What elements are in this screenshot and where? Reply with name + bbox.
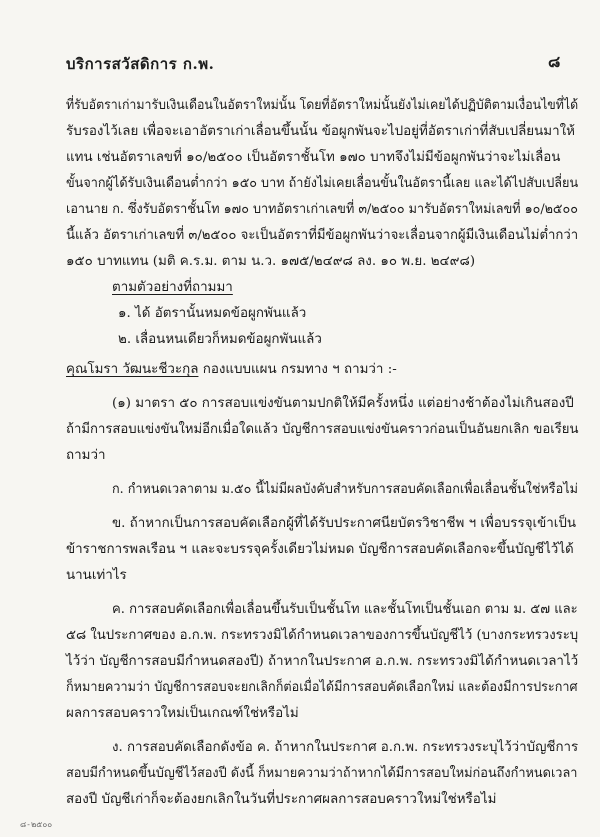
intro-line: ที่รับอัตราเก่ามารับเงินเดือนในอัตราใหม่นั้น โดยที่อัตราใหม่นั้นยังไม่เคยได้ปฏิบัติตามเงื่อนไขที่ได้ — [66, 98, 579, 113]
sub-question-c: ก็หมายความว่า บัญชีการสอบจะยกเลิกก็ต่อเมื่อได้มีการสอบคัดเลือกใหม่ และต้องมีการประกาศ — [66, 680, 578, 695]
intro-line: รับรองไว้เลย เพื่อจะเอาอัตราเก่าเลื่อนขึ้นนั้น ข้อผูกพันจะไปอยู่ที่อัตราเก่าที่สับเปลี่ยนมาให้ — [66, 124, 575, 139]
intro-line: ขั้นจากผู้ได้รับเงินเดือนต่ำกว่า ๑๕๐ บาท ถ้ายังไม่เคยเลื่อนขั้นในอัตรานี้เลย และได้ไปสับเปลี่ยน — [66, 176, 579, 191]
question-heading-rest: กองแบบแผน กรมทาง ฯ ถามว่า :- — [198, 362, 397, 377]
question-line: (๑) มาตรา ๕๐ การสอบแข่งขันตามปกติให้มีครั้งหนึ่ง แต่อย่างช้าต้องไม่เกินสองปี — [112, 396, 574, 411]
sub-question-d: สอบมีกำหนดขึ้นบัญชีไว้สองปี ดังนี้ ก็หมายความว่าถ้าหากได้มีการสอบใหม่ก่อนถึงกำหนดเวลา — [66, 766, 578, 781]
question-heading — [66, 360, 397, 380]
questioner-name: คุณโมรา วัฒนะชีวะกุล — [66, 362, 199, 377]
header-title: บริการสวัสดิการ ก.พ. — [66, 55, 215, 73]
page-number: ๘ — [548, 52, 561, 71]
question-line: ถ้ามีการสอบแข่งขันใหม่อีกเมื่อใดแล้ว บัญชีการสอบแข่งขันคราวก่อนเป็นอันยกเลิก ขอเรียน — [66, 422, 579, 437]
sub-question-b: ข. ถ้าหากเป็นการสอบคัดเลือกผู้ที่ได้รับประกาศนียบัตรวิชาชีพ ฯ เพื่อบรรจุเข้าเป็น — [112, 516, 577, 531]
intro-line: นี้แล้ว อัตราเก่าเลขที่ ๓/๒๕๐๐ จะเป็นอัตราที่มีข้อผูกพันว่าจะเลื่อนจากผู้มีเงินเดือนไม่ต่ำกว่า — [66, 228, 579, 243]
sub-question-b: นานเท่าไร — [66, 568, 127, 583]
intro-line: เอานาย ก. ซึ่งรับอัตราชั้นโท ๑๗๐ บาทอัตราเก่าเลขที่ ๓/๒๕๐๐ มารับอัตราใหม่เลขที่ ๑๐/๒๕๐๐ — [66, 202, 578, 217]
example-item: ๒. เลื่อนหนเดียวก็หมดข้อผูกพันแล้ว — [118, 332, 322, 347]
footer-mark: ๘-๒๕๐๐ — [20, 820, 53, 829]
intro-line: แทน เช่นอัตราเลขที่ ๑๐/๒๕๐๐ เป็นอัตราชั้นโท ๑๗๐ บาทจึงไม่มีข้อผูกพันว่าจะไม่เลื่อน — [66, 150, 561, 165]
sub-question-c: ค. การสอบคัดเลือกเพื่อเลื่อนขึ้นรับเป็นชั้นโท และชั้นโทเป็นชั้นเอก ตาม ม. ๕๗ และ — [112, 602, 578, 617]
question-line: ถามว่า — [66, 448, 106, 463]
examples-heading: ตามตัวอย่างที่ถามมา — [112, 280, 233, 295]
sub-question-c: ๕๘ ในประกาศของ อ.ก.พ. กระทรวงมิได้กำหนดเวลาของการขึ้นบัญชีไว้ (บางกระทรวงระบุ — [66, 628, 579, 643]
sub-question-b: ข้าราชการพลเรือน ฯ และจะบรรจุครั้งเดียวไม่หมด บัญชีการสอบคัดเลือกจะขึ้นบัญชีไว้ได้ — [66, 542, 574, 557]
intro-line: ๑๕๐ บาทแทน (มติ ค.ร.ม. ตาม น.ว. ๑๗๕/๒๔๙๘ ลง. ๑๐ พ.ย. ๒๔๙๘) — [66, 254, 476, 269]
example-item: ๑. ได้ อัตรานั้นหมดข้อผูกพันแล้ว — [118, 306, 307, 321]
sub-question-d: ง. การสอบคัดเลือกดังข้อ ค. ถ้าหากในประกาศ อ.ก.พ. กระทรวงระบุไว้ว่าบัญชีการ — [112, 740, 579, 755]
sub-question-a: ก. กำหนดเวลาตาม ม.๕๐ นี้ไม่มีผลบังคับสำหรับการสอบคัดเลือกเพื่อเลื่อนชั้นใช่หรือไม่ — [112, 482, 578, 497]
sub-question-d: สองปี บัญชีเก่าก็จะต้องยกเลิกในวันที่ประกาศผลการสอบคราวใหม่ใช่หรือไม่ — [66, 792, 497, 807]
sub-question-c: ผลการสอบคราวใหม่เป็นเกณฑ์ใช่หรือไม่ — [66, 706, 299, 721]
sub-question-c: ไว้ว่า บัญชีการสอบมีกำหนดสองปี) ถ้าหากในประกาศ อ.ก.พ. กระทรวงมิได้กำหนดเวลาไว้ — [66, 654, 579, 669]
